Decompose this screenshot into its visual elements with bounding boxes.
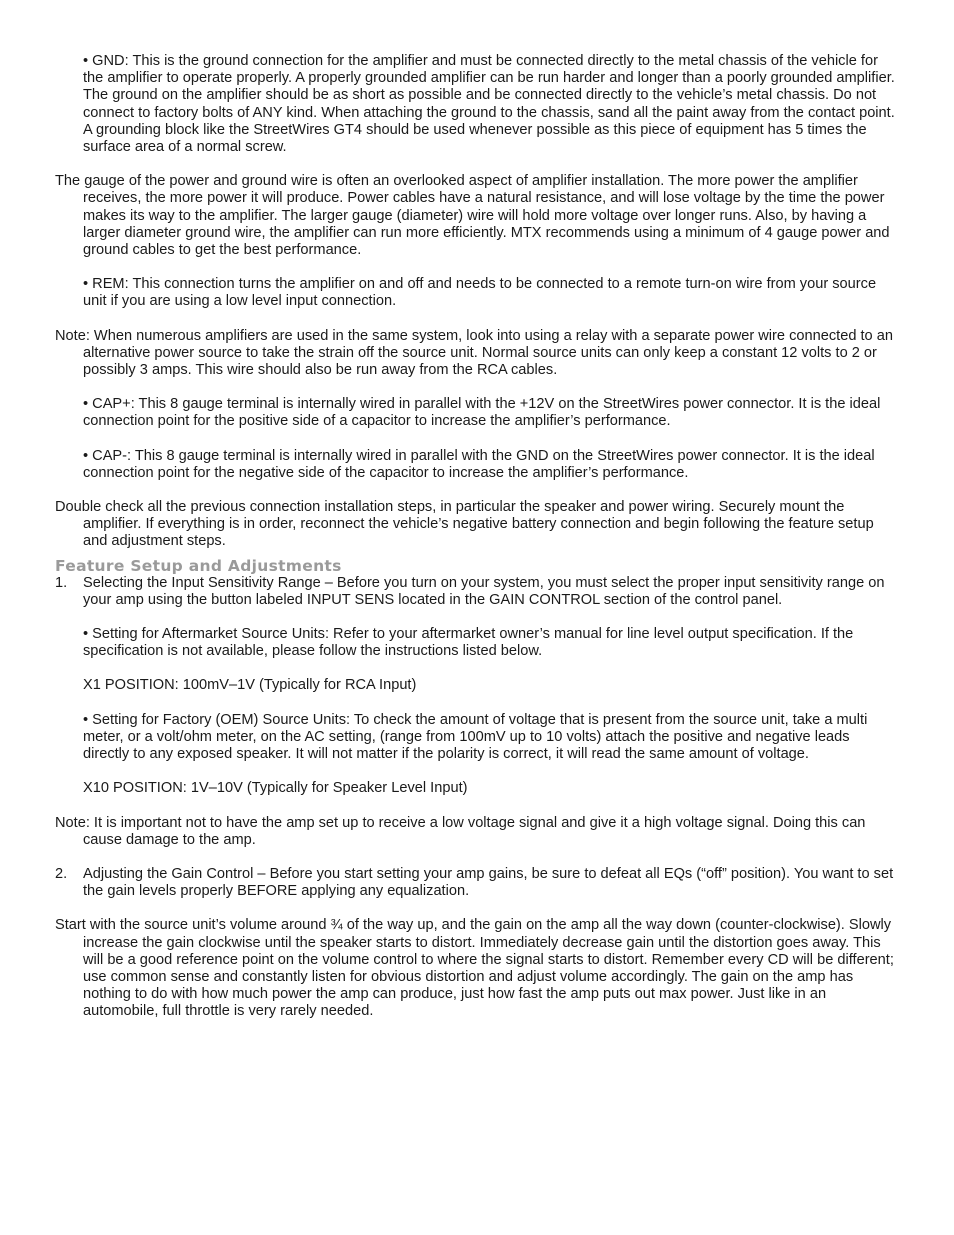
factory-paragraph: • Setting for Factory (OEM) Source Units: To check the amount of voltage that is present from the source unit, take a multi meter, or a volt/ohm meter, on the AC setting, (range from 100mV up to 10 volts) attach the positive and negative leads directly to any exposed speaker. It will not matter if the polarity is correct, it will read the same amount of voltage. bbox=[83, 711, 868, 763]
cap-plus-paragraph: • CAP+: This 8 gauge terminal is internally wired in parallel with the +12V on the StreetWires power connector. It is the ideal connection point for the positive side of a capacitor to increase the amplifier’s performance. bbox=[83, 396, 881, 430]
aftermarket-paragraph: • Setting for Aftermarket Source Units: Refer to your aftermarket owner’s manual for line level output specification. If the specification is not available, please follow the instructions listed below. bbox=[83, 626, 854, 660]
damage-note: Note: It is important not to have the amp set up to receive a low voltage signal and give it a high voltage signal. Doing this can cause damage to the amp. bbox=[55, 814, 866, 848]
step-1-number: 1. bbox=[55, 574, 68, 591]
step-2 bbox=[55, 866, 898, 900]
step-1-text: Selecting the Input Sensitivity Range – Before you turn on your system, you must select the proper input sensitivity range on your amp using the button labeled INPUT SENS located in the GAIN CONTROL section of the control panel. bbox=[83, 574, 885, 608]
rem-paragraph: • REM: This connection turns the amplifier on and off and needs to be connected to a remote turn-on wire from your source unit if you are using a low level input connection. bbox=[83, 276, 877, 310]
step-2-text: Adjusting the Gain Control – Before you start setting your amp gains, be sure to defeat all EQs (“off” position). You want to set the gain levels properly BEFORE applying any equalization. bbox=[83, 865, 894, 900]
cap-minus-paragraph: • CAP-: This 8 gauge terminal is internally wired in parallel with the GND on the StreetWires power connector. It is the ideal connection point for the negative side of the capacitor to increase the amplifier’s performance. bbox=[83, 447, 875, 481]
double-check-paragraph: Double check all the previous connection installation steps, in particular the speaker and power wiring. Securely mount the amplifier. If everything is in order, reconnect the vehicle’s negative battery connection and begin following the feature setup and adjustment steps. bbox=[55, 499, 874, 550]
step-2-number: 2. bbox=[55, 865, 68, 882]
x10-position: X10 POSITION: 1V–10V (Typically for Speaker Level Input) bbox=[83, 780, 468, 797]
step-1 bbox=[55, 575, 898, 609]
gain-procedure-paragraph: Start with the source unit’s volume around ¾ of the way up, and the gain on the amp all the way down (counter-clockwise). Slowly increase the gain clockwise until the speaker starts to distort. Immediately decrease gain until the distortion goes away. This will be a good reference point on the volume control to where the signal starts to distort. Remember every CD will be different; use common sense and constantly listen for obvious distortion and adjust volume accordingly. The gain on the amp has nothing to do with how much power the amp can produce, just how fast the amp puts out max power. Just like in an automobile, full throttle is very rarely needed. bbox=[55, 917, 894, 1020]
x1-position: X1 POSITION: 100mV–1V (Typically for RCA Input) bbox=[83, 677, 417, 694]
section-heading: Feature Setup and Adjustments bbox=[55, 556, 342, 575]
gnd-paragraph: • GND: This is the ground connection for the amplifier and must be connected directly to the metal chassis of the vehicle for the amplifier to operate properly. A properly grounded amplifier can be run harder and longer than a poorly grounded amplifier. The ground on the amplifier should be as short as possible and be connected directly to the vehicle’s metal chassis. Do not connect to factory bolts of ANY kind. When attaching the ground to the chassis, sand all the paint away from the contact point. A grounding block like the StreetWires GT4 should be used whenever possible as this piece of equipment has 5 times the surface area of a normal screw. bbox=[83, 53, 895, 156]
gauge-paragraph: The gauge of the power and ground wire is often an overlooked aspect of amplifier installation. The more power the amplifier receives, the more power it will produce. Power cables have a natural resistance, and will lose voltage by the time the power makes its way to the amplifier. The larger gauge (diameter) wire will hold more voltage over longer runs. Also, by having a larger diameter ground wire, the amplifier can run more efficiently. MTX recommends using a minimum of 4 gauge power and ground cables to get the best performance. bbox=[55, 173, 890, 259]
relay-note: Note: When numerous amplifiers are used in the same system, look into using a relay with a separate power wire connected to an alternative power source to take the strain off the source unit. Normal source units can only keep a constant 12 volts to 2 or possibly 3 amps. This wire should also be run away from the RCA cables. bbox=[55, 327, 893, 379]
